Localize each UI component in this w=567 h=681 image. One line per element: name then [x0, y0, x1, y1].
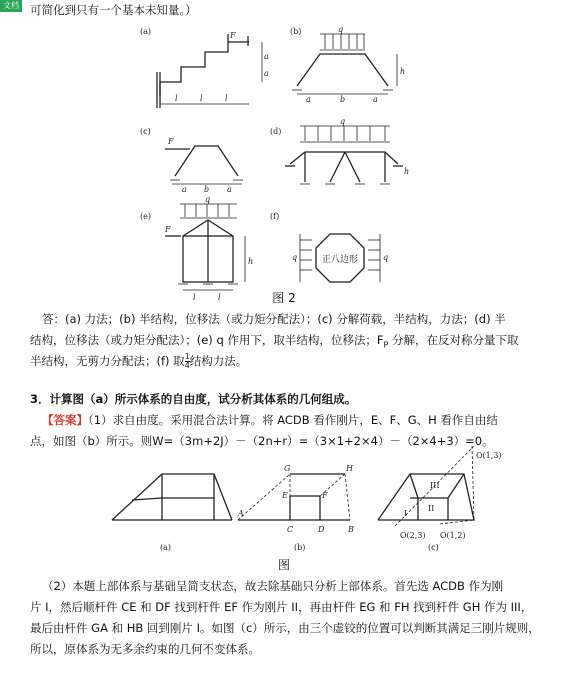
answer-line-1: 答：(a) 力法；(b) 半结构，位移法（或力矩分配法）；(c) 分解荷载，半结构，力法；(d) 半: [42, 312, 506, 326]
fig2-dim-a-b1: a: [306, 95, 311, 104]
q3-p2-line2: 片 I，然后顺杆件 CE 和 DF 找到杆件 EF 作为刚片 II，再由杆件 EG 和 FH 找到杆件 GH 作为 III，: [30, 600, 533, 614]
fig2-label-f: (f): [270, 212, 280, 221]
q3-p2-line3: 最后由杆件 GA 和 HB 回到刚片 I。如图（c）所示，由三个虚铰的位置可以判断其满足三刚片规则，: [30, 621, 540, 635]
q3-p1-line1: [42, 410, 498, 430]
fig2-dim-h-d: h: [404, 167, 410, 176]
fig2-dim-a2: a: [264, 69, 269, 78]
fig2-load-f-left: q: [292, 253, 298, 262]
answer-line-2-text: 结构，位移法（或力矩分配法）；(e) q 作用下，取半结构，位移法；F: [30, 333, 384, 347]
fig2-dim-a-b2: a: [373, 95, 378, 104]
q3-fig-caption: 图: [277, 558, 290, 572]
q3-fig-label-a: (a): [160, 543, 172, 552]
doc-tag: 文档: [0, 0, 22, 12]
q3-node-H: H: [346, 464, 353, 473]
figure-2: [0, 24, 567, 309]
fig2-label-c: (c): [140, 127, 151, 136]
fig2-dim-h-b: h: [400, 67, 406, 76]
q3-heading: [30, 389, 356, 409]
q3-fig-label-b: (b): [294, 543, 306, 552]
fig2-label-a: (a): [140, 27, 152, 36]
fig2-caption: 图 2: [272, 291, 296, 305]
fig2-fp-e: F: [165, 225, 171, 234]
figure-q3: [0, 446, 567, 558]
q3-node-B: B: [348, 525, 354, 534]
q3-p2-line1: （2）本题上部体系与基础呈简支状态，故去除基础只分析上部体系。首先选 ACDB 作为刚: [42, 579, 504, 593]
fig2-dim-l1: l: [175, 94, 178, 103]
fig2-dim-h1-e: h: [248, 257, 254, 266]
intro-line: 可简化到只有一个基本未知量。）: [30, 3, 197, 17]
fig2-label-d: (d): [270, 127, 282, 136]
q3-node-F: F: [322, 491, 328, 500]
fraction-den: 4: [184, 361, 190, 370]
q3-rigid-II: II: [428, 504, 435, 513]
answer-line-2-tail: 分解，在反对称分量下取: [388, 333, 519, 347]
answer-line-3-post: 结构力法。: [189, 354, 248, 368]
q3-node-C: C: [287, 525, 294, 534]
fig2-load-b: q: [338, 25, 344, 34]
fig2-load-e: q: [205, 195, 211, 204]
fig2-label-b: (b): [290, 27, 302, 36]
q3-hinge-O23: O(2,3): [400, 531, 426, 540]
fig2-dim-b-b: b: [340, 95, 346, 104]
q3-fig-label-c: (c): [428, 543, 439, 552]
fig2-dim-l2: l: [200, 94, 203, 103]
fig2-dim-l-e2: l: [218, 293, 221, 302]
fig2-load-d: q: [340, 117, 346, 126]
fig2-dim-l3: l: [225, 94, 228, 103]
fig2-label-e: (e): [140, 212, 151, 221]
fig2-dim-a-c1: a: [182, 185, 187, 194]
q3-p1-line2: 点，如图（b）所示。则W=（3m+2J）－（2n+r）=（3×1+2×4）－（2×4+3）=0。: [30, 434, 494, 448]
q3-node-G: G: [284, 464, 291, 473]
fig2-load-f-right: q: [383, 253, 389, 262]
fig2-dim-b-c: b: [204, 185, 210, 194]
q3-title: 计算图（a）所示体系的自由度，试分析其体系的几何组成。: [49, 392, 357, 406]
q3-hinge-O12: O(1,2): [440, 531, 466, 540]
answer-line-2: 结构，位移法（或力矩分配法）；(e) q 作用下，取半结构，位移法；$F_P$ 分解，在反对称分量下取: [30, 333, 519, 350]
q3-node-D: D: [318, 525, 325, 534]
q3-rigid-III: III: [430, 481, 440, 490]
q3-node-E: E: [282, 491, 288, 500]
q3-number: 3．: [30, 392, 50, 406]
fig2-fp-c: F: [168, 137, 174, 146]
q3-hinge-O13: O(1,3): [476, 451, 502, 460]
q3-node-A: A: [238, 509, 244, 518]
fig2-dim-a1: a: [264, 52, 269, 61]
fraction-num: 1: [184, 352, 190, 361]
answer-tag: 【答案】: [42, 413, 88, 427]
octagon-label: 正八边形: [321, 255, 359, 265]
fig2-dim-a-c2: a: [227, 185, 232, 194]
answer-line-3-pre: 半结构，无剪力分配法；(f) 取: [30, 354, 185, 368]
fig2-dim-l-e1: l: [193, 293, 196, 302]
answer-line-3: [30, 351, 247, 371]
q3-rigid-I: I: [404, 509, 408, 518]
q3-p2-line4: 所以，原体系为无多余约束的几何不变体系。: [30, 642, 260, 656]
q3-p1-line1-text: （1）求自由度。采用混合法计算。将 ACDB 看作刚片，E、F、G、H 看作自由结: [88, 413, 498, 427]
fig2-fp-a: F: [230, 31, 236, 40]
